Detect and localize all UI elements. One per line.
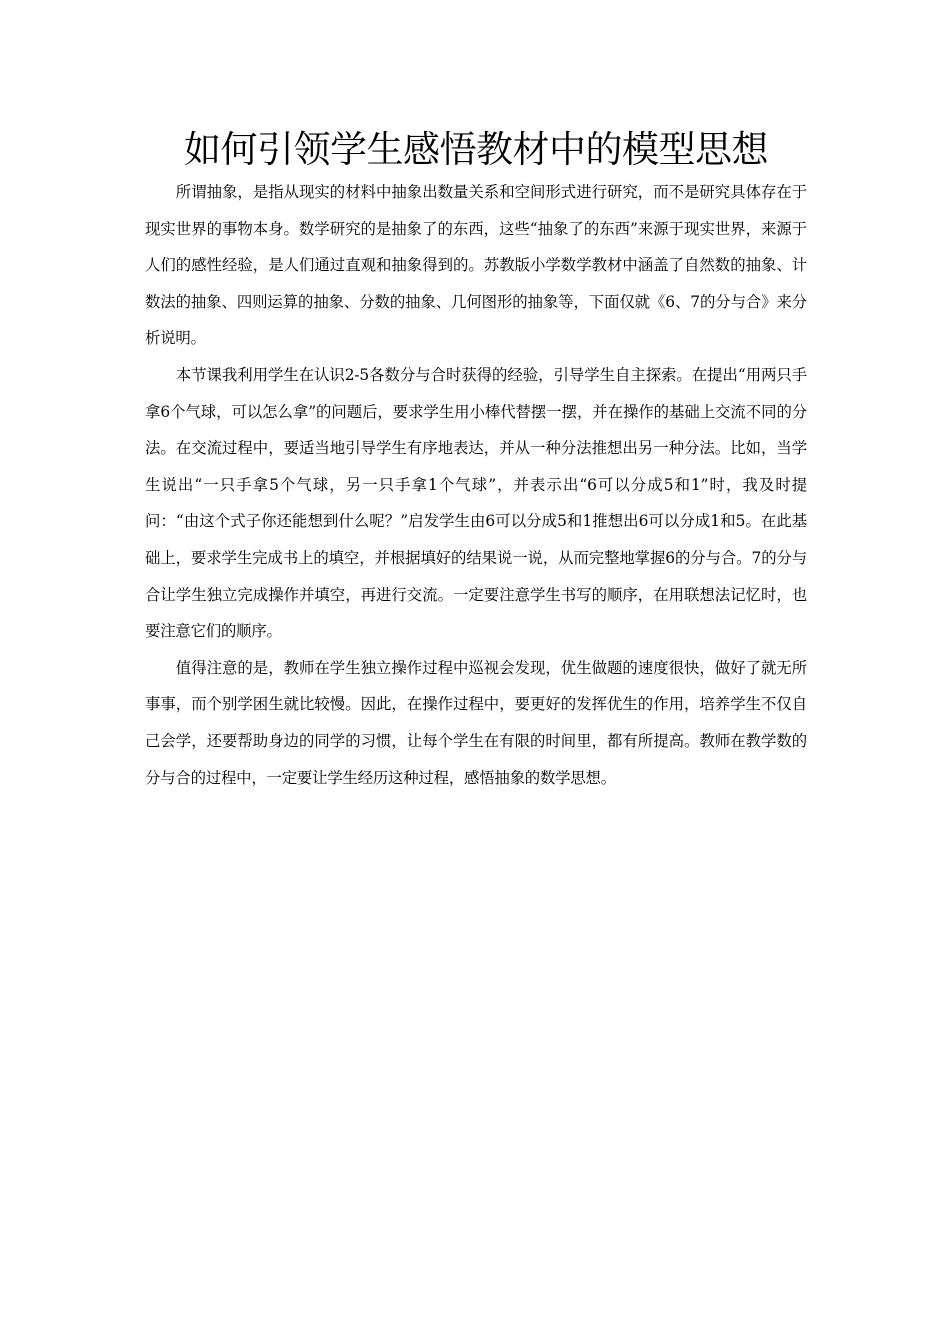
- paragraph-lesson-description: 本节课我利用学生在认识2-5各数分与合时获得的经验，引导学生自主探索。在提出“用两只手拿6个气球，可以怎么拿”的问题后，要求学生用小棒代替摆一摆，并在操作的基础上交流不同的分法。在交流过程中，要适当地引导学生有序地表达，并从一种分法推想出另一种分法。比如，当学生说出“一只手拿5个气球，另一只手拿1个气球”，并表示出“6可以分成5和1”时，我及时提问：“由这个式子你还能想到什么呢？”启发学生由6可以分成5和1推想出6可以分成1和5。在此基础上，要求学生完成书上的填空，并根据填好的结果说一说，从而完整地掌握6的分与合。7的分与合让学生独立完成操作并填空，再进行交流。一定要注意学生书写的顺序，在用联想法记忆时，也要注意它们的顺序。: [145, 365, 807, 641]
- document-title: 如何引领学生感悟教材中的模型思想: [184, 128, 768, 171]
- paragraph-abstraction-definition: 所谓抽象，是指从现实的材料中抽象出数量关系和空间形式进行研究，而不是研究具体存在于现实世界的事物本身。数学研究的是抽象了的东西，这些“抽象了的东西”来源于现实世界，来源于人们的感性经验，是人们通过直观和抽象得到的。苏教版小学数学教材中涵盖了自然数的抽象、计数法的抽象、四则运算的抽象、分数的抽象、几何图形的抽象等，下面仅就《6、7的分与合》来分析说明。: [145, 183, 807, 348]
- paragraph-teaching-notes: 值得注意的是，教师在学生独立操作过程中巡视会发现，优生做题的速度很快，做好了就无所事事，而个别学困生就比较慢。因此，在操作过程中，要更好的发挥优生的作用，培养学生不仅自己会学，还要帮助身边的同学的习惯，让每个学生在有限的时间里，都有所提高。教师在教学数的分与合的过程中，一定要让学生经历这种过程，感悟抽象的数学思想。: [145, 658, 807, 787]
- document-body: [145, 126, 807, 796]
